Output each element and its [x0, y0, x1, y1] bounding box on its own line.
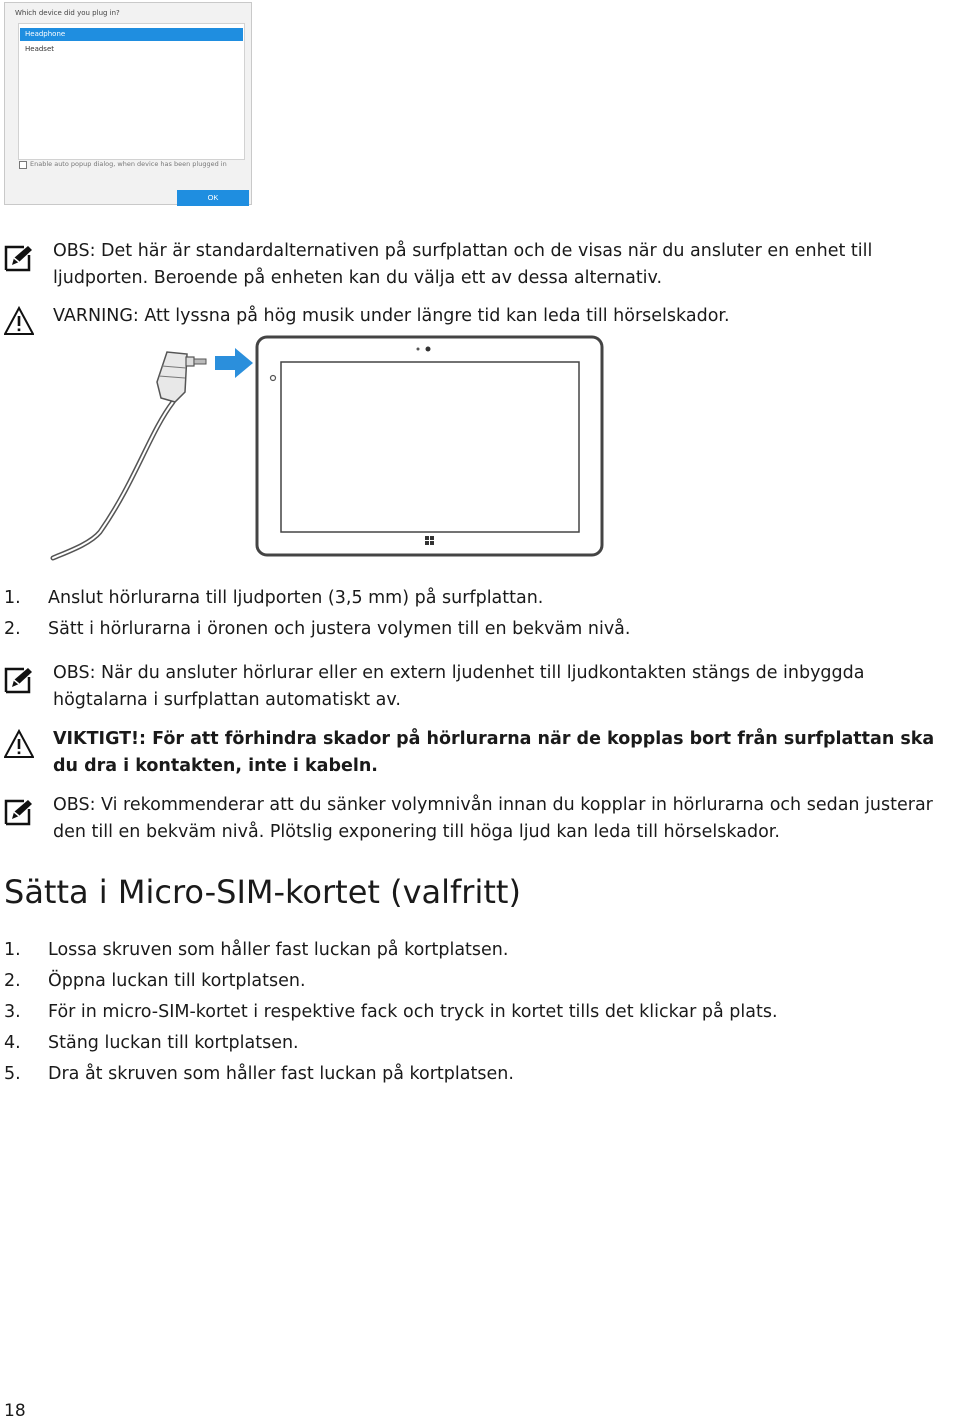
note-lower-volume: OBS: Vi rekommenderar att du sänker volymnivån innan du kopplar in hörlurarna och sedan justerar den till en bekväm nivå. Plötslig exponering till höga ljud kan leda till hörselskador. [53, 795, 933, 842]
step-insert-sim: 3. För in micro-SIM-kortet i respektive fack och tryck in kortet tills det klickar på plats. [4, 1002, 778, 1022]
step-connect-headphones: 1. Anslut hörlurarna till ljudporten (3,5 mm) på surfplattan. [4, 588, 544, 608]
step-close-cover: 4. Stäng luckan till kortplatsen. [4, 1033, 299, 1053]
dialog-title: Which device did you plug in? [15, 9, 120, 17]
step-loosen-screw: 1. Lossa skruven som håller fast luckan på kortplatsen. [4, 940, 509, 960]
note-pencil-icon [4, 665, 34, 695]
headphone-tablet-illustration [45, 332, 610, 562]
note-speakers-disabled: OBS: När du ansluter hörlurar eller en extern ljudenhet till ljudkontakten stängs de inbyggda högtalarna i surfplattan automatiskt av. [53, 663, 865, 710]
step-tighten-screw: 5. Dra åt skruven som håller fast luckan på kortplatsen. [4, 1064, 514, 1084]
step-adjust-volume: 2. Sätt i hörlurarna i öronen och justera volymen till en bekväm nivå. [4, 619, 631, 639]
device-option-headset[interactable]: Headset [25, 45, 55, 53]
warning-icon [4, 729, 34, 759]
step-open-cover: 2. Öppna luckan till kortplatsen. [4, 971, 306, 991]
ok-button[interactable]: OK [177, 190, 249, 206]
section-heading: Sätta i Micro-SIM-kortet (valfritt) [4, 873, 521, 911]
device-list[interactable] [18, 23, 245, 160]
device-option-headphone[interactable]: Headphone [20, 28, 243, 41]
auto-popup-checkbox-label: Enable auto popup dialog, when device has been plugged in [30, 160, 227, 168]
page-number: 18 [4, 1401, 26, 1421]
note-pencil-icon [4, 797, 34, 827]
important-unplug-connector: VIKTIGT!: För att förhindra skador på hörlurarna när de kopplas bort från surfplattan ska du dra i kontakten, inte i kabeln. [53, 729, 935, 776]
auto-popup-checkbox[interactable] [19, 161, 27, 169]
device-selection-dialog [4, 2, 252, 205]
note-pencil-icon [4, 243, 34, 273]
warning-icon [4, 306, 34, 336]
note-default-options: OBS: Det här är standardalternativen på surfplattan och de visas när du ansluter en enhet till ljudporten. Beroende på enheten kan du välja ett av dessa alternativ. [53, 241, 873, 288]
warning-loud-music: VARNING: Att lyssna på hög musik under längre tid kan leda till hörselskador. [53, 306, 730, 326]
